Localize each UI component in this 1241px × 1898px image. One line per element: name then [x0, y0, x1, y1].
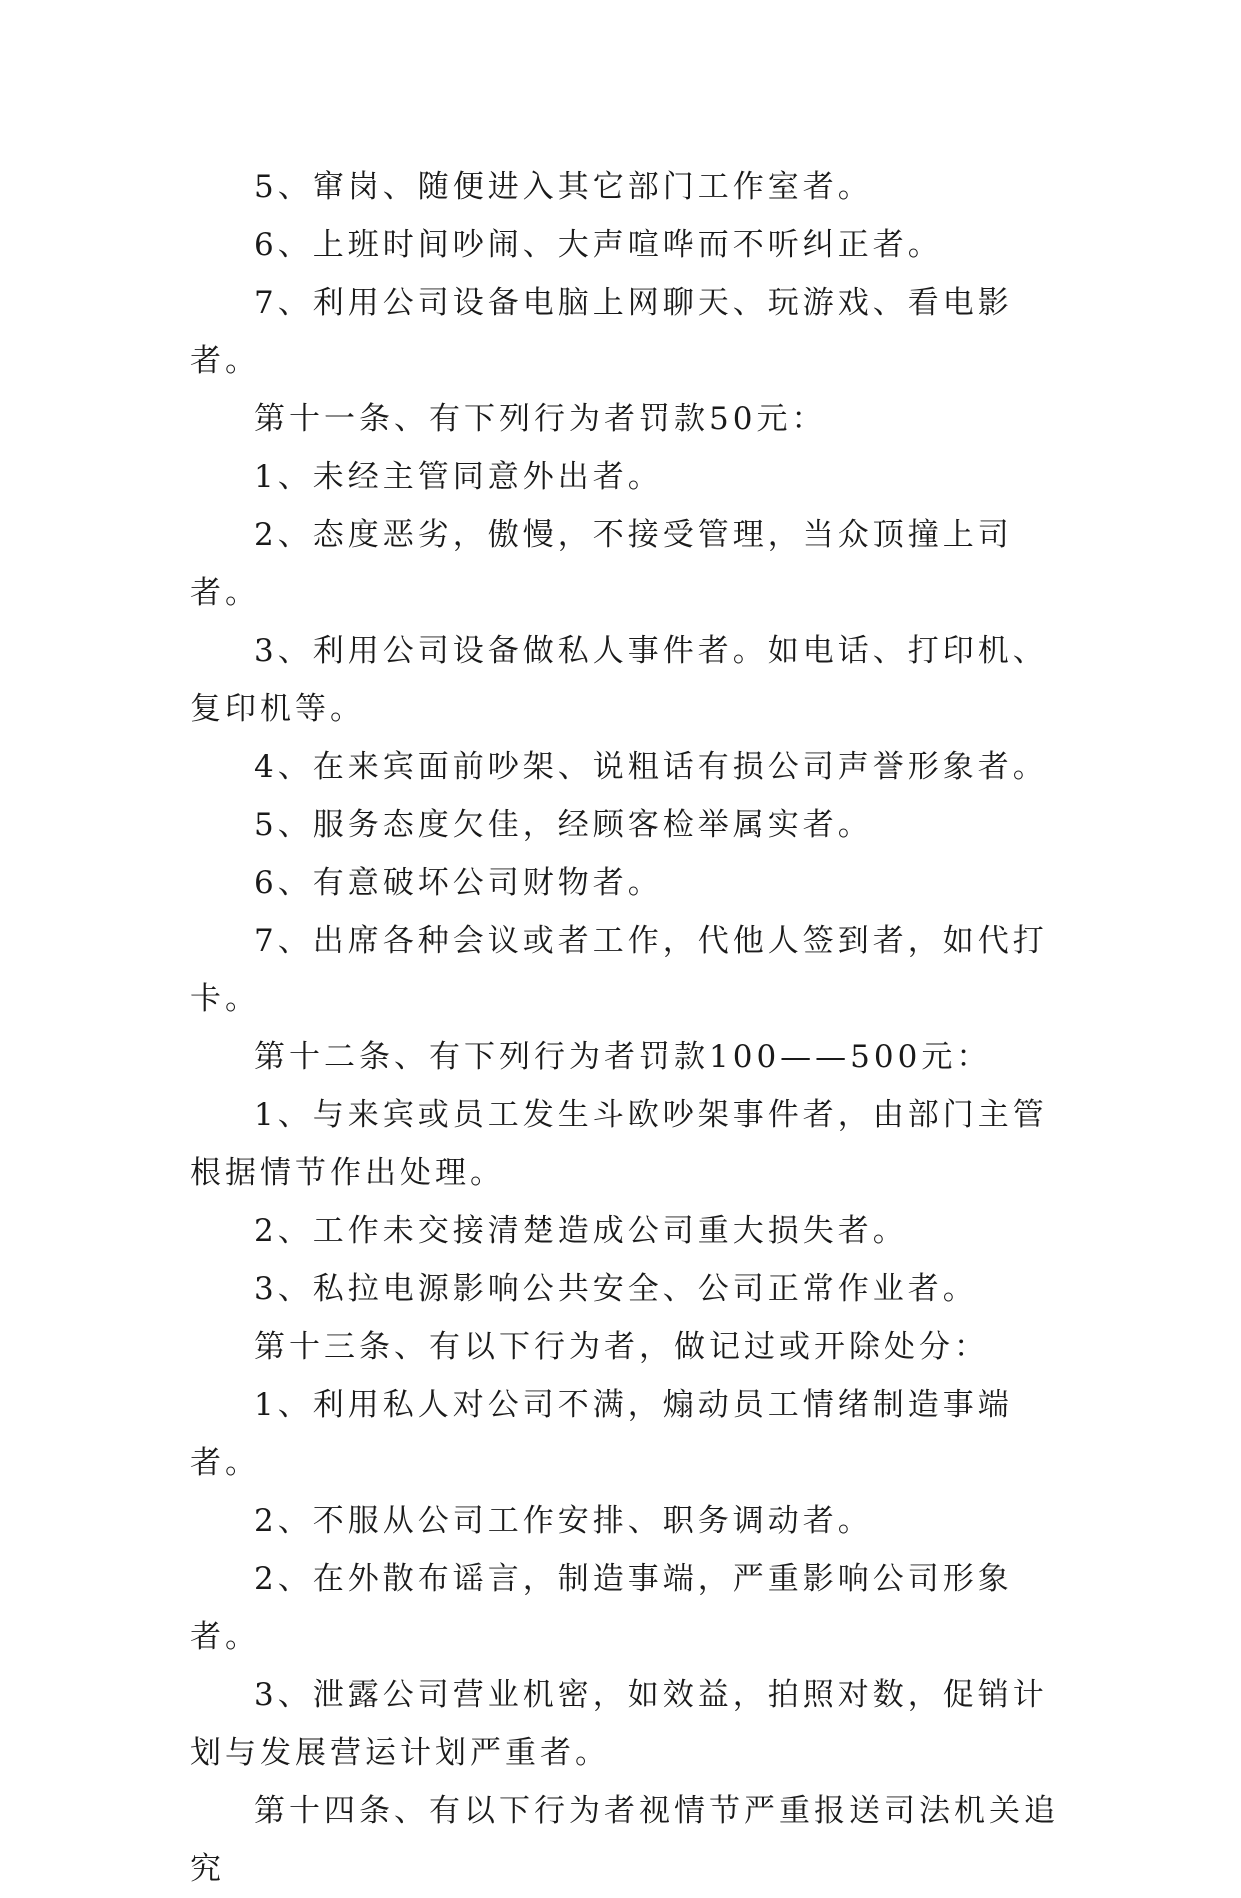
article-heading: 第十三条、有以下行为者，做记过或开除处分：	[254, 1329, 989, 1365]
paragraph: 2、工作未交接清楚造成公司重大损失者。	[254, 1213, 908, 1249]
paragraph: 7、出席各种会议或者工作，代他人签到者，如代打卡。	[190, 923, 1048, 1017]
paragraph: 1、未经主管同意外出者。	[254, 459, 663, 495]
paragraph: 2、在外散布谣言，制造事端，严重影响公司形象者。	[190, 1561, 1013, 1655]
paragraph: 3、私拉电源影响公共安全、公司正常作业者。	[254, 1271, 978, 1307]
paragraph: 3、利用公司设备做私人事件者。如电话、打印机、复印机等。	[190, 633, 1048, 727]
paragraph: 4、在来宾面前吵架、说粗话有损公司声誉形象者。	[254, 749, 1048, 785]
paragraph: 7、利用公司设备电脑上网聊天、玩游戏、看电影者。	[190, 285, 1013, 379]
paragraph: 3、泄露公司营业机密，如效益，拍照对数，促销计划与发展营运计划严重者。	[190, 1677, 1048, 1771]
paragraph: 5、窜岗、随便进入其它部门工作室者。	[254, 169, 873, 205]
paragraph: 2、态度恶劣，傲慢，不接受管理，当众顶撞上司者。	[190, 517, 1013, 611]
paragraph: 5、服务态度欠佳，经顾客检举属实者。	[254, 807, 873, 843]
paragraph: 6、有意破坏公司财物者。	[254, 865, 663, 901]
article-heading: 第十四条、有以下行为者视情节严重报送司法机关追究	[190, 1793, 1059, 1887]
paragraph: 2、不服从公司工作安排、职务调动者。	[254, 1503, 873, 1539]
paragraph: 1、与来宾或员工发生斗欧吵架事件者，由部门主管根据情节作出处理。	[190, 1097, 1048, 1191]
article-heading: 第十二条、有下列行为者罚款100——500元：	[254, 1039, 992, 1075]
paragraph: 1、利用私人对公司不满，煽动员工情绪制造事端者。	[190, 1387, 1013, 1481]
article-heading: 第十一条、有下列行为者罚款50元：	[254, 401, 827, 437]
document-body	[190, 158, 1060, 1898]
paragraph: 6、上班时间吵闹、大声喧哗而不听纠正者。	[254, 227, 943, 263]
